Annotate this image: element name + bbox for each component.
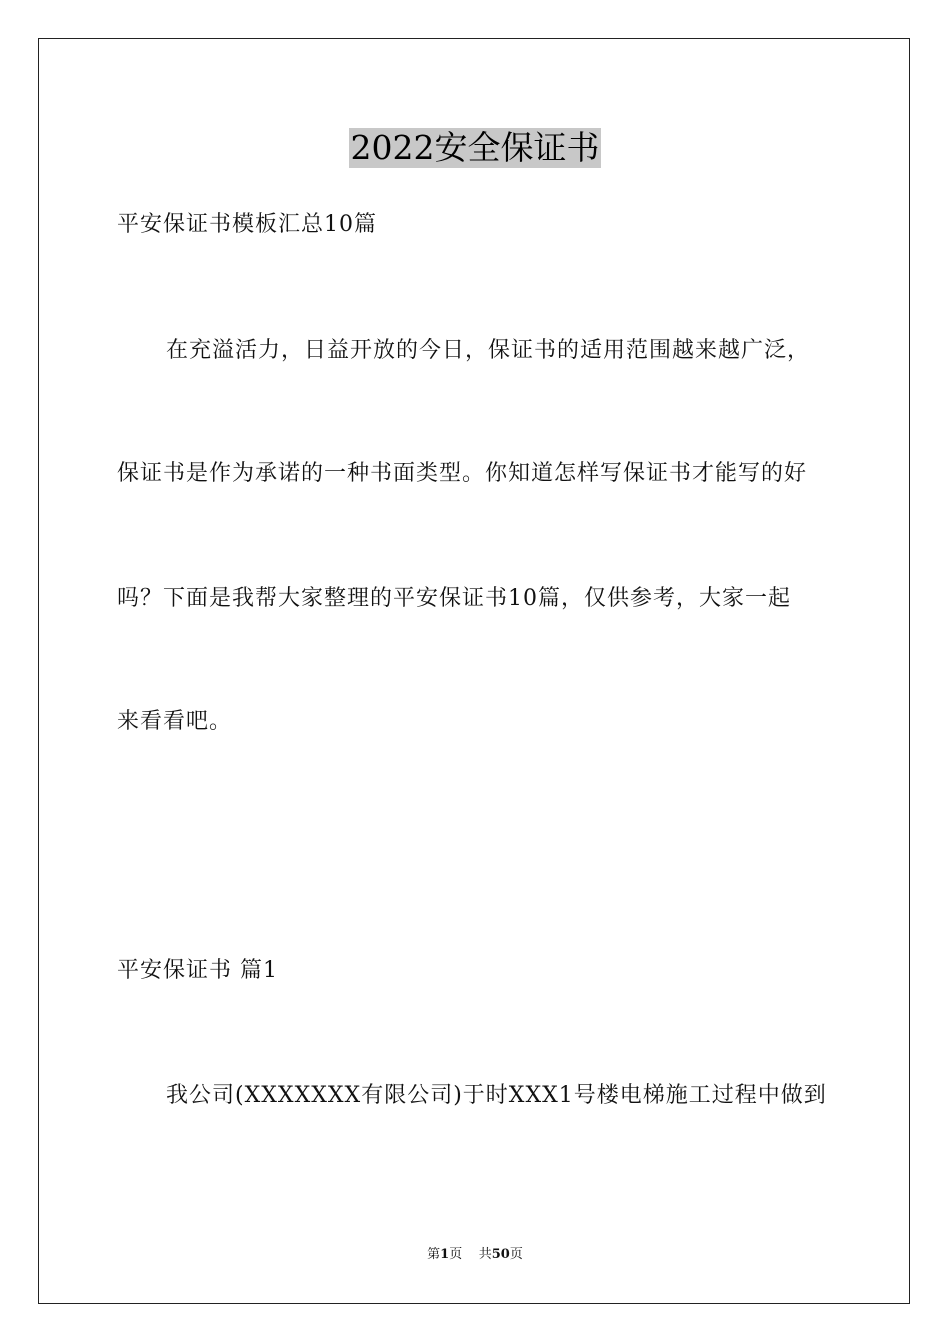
document-title: 2022安全保证书 xyxy=(350,128,600,167)
document-subtitle: 平安保证书模板汇总10篇 xyxy=(117,212,377,237)
footer-prefix: 第 xyxy=(427,1247,441,1262)
section-heading: 平安保证书 篇1 xyxy=(117,958,278,983)
intro-line-4: 来看看吧。 xyxy=(117,709,233,734)
intro-line-3: 吗？下面是我帮大家整理的平安保证书10篇，仅供参考，大家一起 xyxy=(117,586,791,611)
footer-suffix: 页 xyxy=(509,1247,523,1262)
intro-line-1: 在充溢活力，日益开放的今日，保证书的适用范围越来越广泛， xyxy=(166,338,811,363)
footer-page-number: 1 xyxy=(440,1247,450,1262)
title-container xyxy=(0,128,950,168)
footer-total-pages: 50 xyxy=(491,1247,510,1262)
footer-mid: 页 共 xyxy=(449,1247,492,1262)
intro-line-2: 保证书是作为承诺的一种书面类型。你知道怎样写保证书才能写的好 xyxy=(117,461,808,486)
page-footer xyxy=(0,1246,950,1264)
section-first-line: 我公司(XXXXXXX有限公司)于时XXX1号楼电梯施工过程中做到 xyxy=(166,1083,827,1108)
